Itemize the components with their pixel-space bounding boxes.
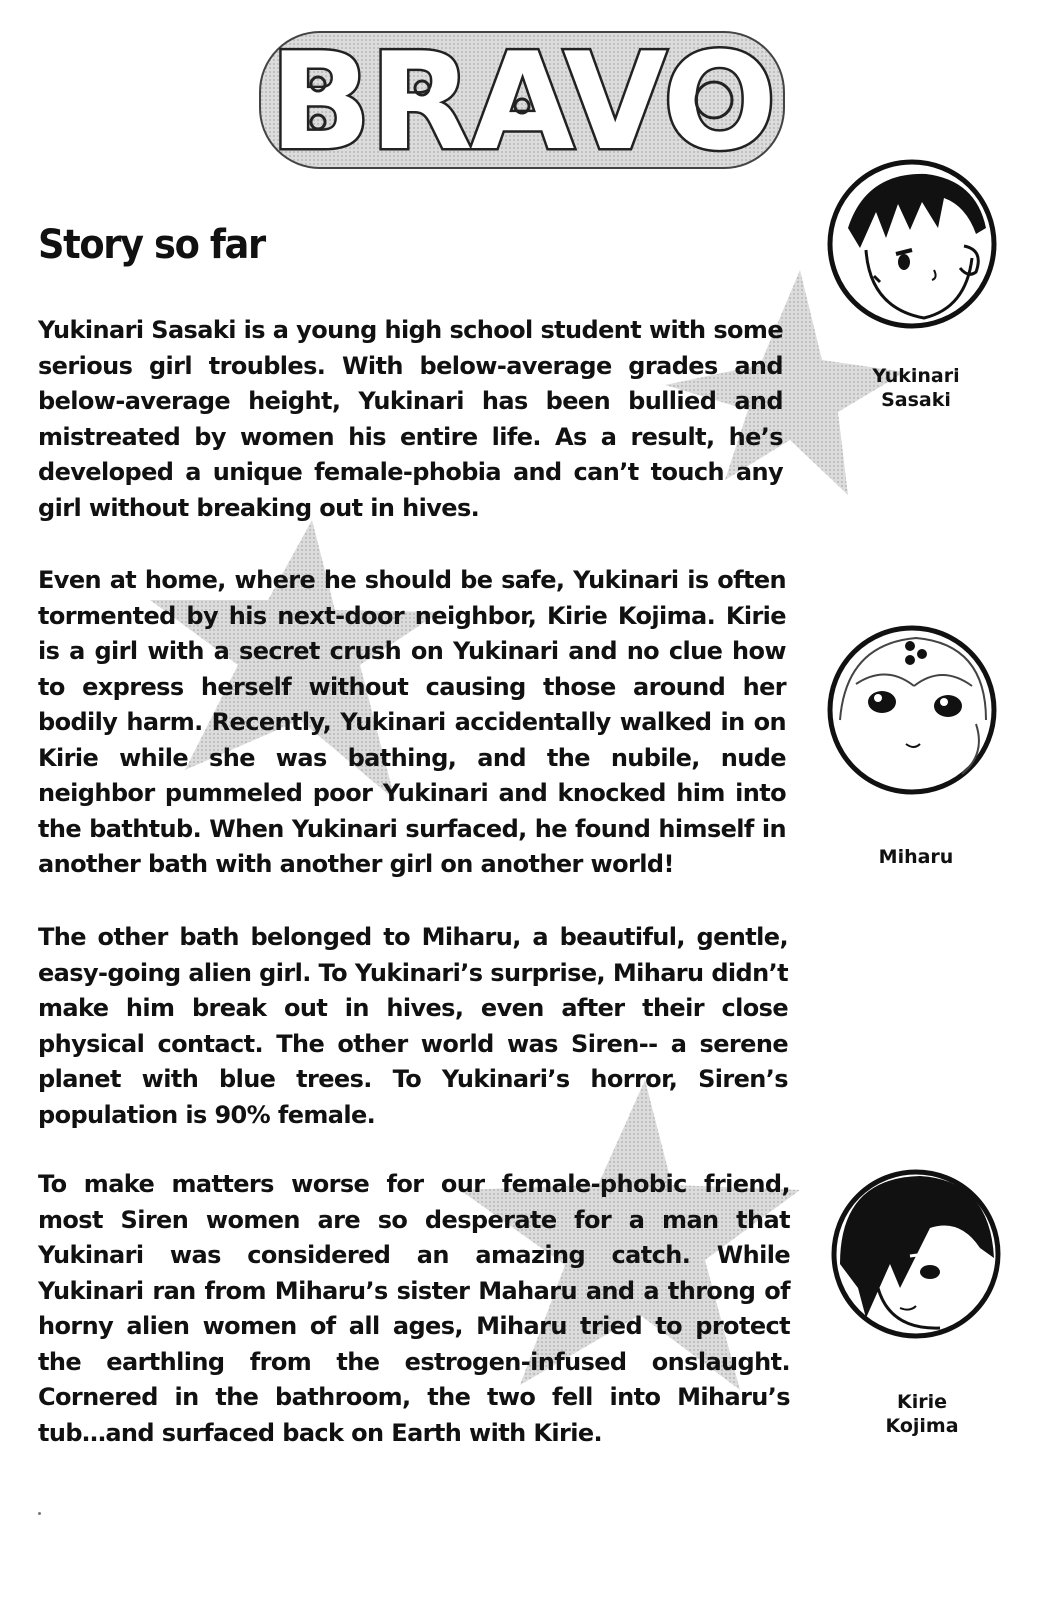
story-paragraph-3: The other bath belonged to Miharu, a beautiful, gentle, easy-going alien girl. To Yukinari’s surprise, Miharu didn’t make him break out in hives, even after their close physical contact. The other world was Siren-- a serene planet with blue trees. To Yukinari’s horror, Siren’s population is 90% female. [38,923,788,1129]
page-title: Story so far [38,222,265,268]
portrait-kirie [830,1168,1002,1340]
speck [38,1512,41,1515]
caption-yukinari-last: Sasaki [881,389,951,411]
bravo-logo-art [252,10,792,180]
caption-kirie-first: Kirie [896,1391,947,1413]
yukinari-portrait-art [826,158,998,330]
caption-yukinari-first: Yukinari [872,365,960,387]
story-paragraph-4: To make matters worse for our female-phobic friend, most Siren women are so desperate for a man that Yukinari was considered an amazing catch. While Yukinari ran from Miharu’s sister Maharu and a throng of horny alien women of all ages, Miharu tried to protect the earthling from the estrogen-infused onslaught. Cornered in the bathroom, the two fell into Miharu’s tub…and surfaced back on Earth with Kirie. [38,1170,790,1447]
kirie-portrait-art [830,1168,1002,1340]
story-paragraph-1: Yukinari Sasaki is a young high school student with some serious girl troubles. With below-average grades and below-average height, Yukinari has been bullied and mistreated by women his entire life. As a result, he’s developed a unique female-phobia and can’t touch any girl without breaking out in hives. [38,316,783,522]
caption-yukinari [846,364,986,412]
portrait-miharu [826,624,998,796]
caption-kirie [852,1390,992,1438]
story-paragraph-2: Even at home, where he should be safe, Yukinari is often tormented by his next-door neighbor, Kirie Kojima. Kirie is a girl with a secret crush on Yukinari and no clue how to express herself without causing those around her bodily harm. Recently, Yukinari accidentally walked in on Kirie while she was bathing, and the nubile, nude neighbor pummeled poor Yukinari and knocked him into the bathtub. When Yukinari surfaced, he found himself in another bath with another girl on another world! [38,566,786,878]
miharu-portrait-art [826,624,998,796]
caption-miharu-name: Miharu [878,846,954,868]
bravo-logo [252,10,792,180]
caption-miharu [846,845,986,869]
logo-text: BRAVO [269,24,775,180]
caption-kirie-last: Kojima [885,1415,959,1437]
portrait-yukinari [826,158,998,330]
